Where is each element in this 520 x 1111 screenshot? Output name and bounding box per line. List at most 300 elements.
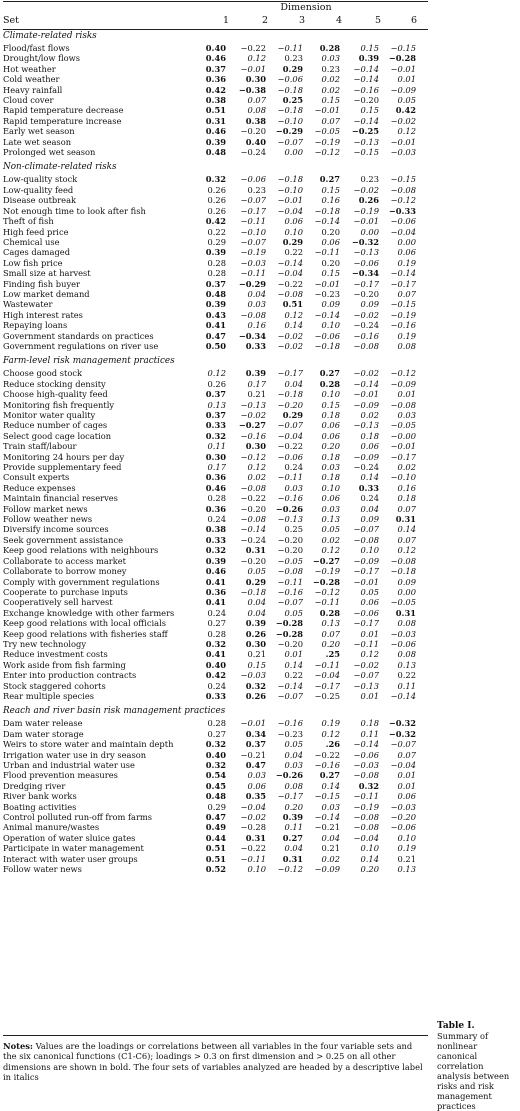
table-row (3, 556, 428, 566)
loading-dim-5: −0.34 (351, 268, 379, 279)
table-row (3, 126, 428, 136)
loading-dim-5: −0.02 (353, 368, 379, 379)
loading-dim-6: 0.08 (397, 340, 416, 351)
loading-dim-3: 0.24 (284, 462, 303, 473)
table-row (3, 660, 428, 670)
loading-dim-4: 0.15 (321, 268, 340, 279)
loading-dim-2: −0.20 (240, 503, 266, 514)
loading-dim-5: −0.08 (353, 534, 379, 545)
loading-dim-6: −0.00 (390, 430, 416, 441)
loading-dim-4: −0.19 (314, 566, 340, 577)
row-label: Seek government assistance (3, 534, 124, 545)
table-row (3, 566, 428, 576)
table-row (3, 368, 428, 378)
row-label: Cold weather (3, 74, 60, 85)
table-row (3, 770, 428, 780)
loading-dim-5: −0.14 (353, 378, 379, 389)
section-heading: Farm-level risk management practices (3, 356, 175, 367)
row-label: Animal manure/wastes (3, 822, 100, 833)
loading-dim-5: −0.13 (353, 136, 379, 147)
loading-dim-1: 0.36 (205, 472, 226, 483)
loading-dim-2: 0.21 (247, 649, 266, 660)
loading-dim-3: −0.11 (277, 43, 303, 53)
loading-dim-2: −0.21 (240, 749, 266, 760)
loading-dim-1: 0.30 (205, 451, 226, 462)
loading-dim-2: −0.17 (240, 205, 266, 216)
loading-dim-1: 0.47 (205, 812, 226, 823)
row-label: Flood/fast flows (3, 43, 70, 53)
loading-dim-2: −0.07 (240, 195, 266, 206)
loading-dim-1: 0.36 (205, 503, 226, 514)
loading-dim-6: −0.09 (390, 84, 416, 95)
row-label: Maintain financial reserves (3, 493, 118, 504)
loading-dim-1: 0.33 (205, 690, 226, 701)
set-column-header: Set (3, 15, 19, 26)
loading-dim-1: 0.36 (205, 74, 226, 85)
row-label: Train staff/labour (3, 441, 77, 452)
table-row (3, 216, 428, 226)
table-row (3, 341, 428, 351)
loading-dim-1: 0.40 (205, 659, 226, 670)
loading-dim-6: −0.10 (390, 472, 416, 483)
loading-dim-2: −0.08 (240, 482, 266, 493)
loading-dim-2: 0.06 (247, 780, 266, 791)
loading-dim-1: 0.44 (205, 832, 226, 843)
loading-dim-4: 0.21 (321, 843, 340, 854)
loading-dim-5: −0.24 (353, 320, 379, 331)
loading-dim-4: 0.14 (321, 780, 340, 791)
table-row (3, 289, 428, 299)
loading-dim-5: −0.25 (351, 126, 379, 137)
row-label: Try new technology (3, 638, 87, 649)
loading-dim-4: 0.28 (319, 378, 340, 389)
loading-dim-3: 0.25 (284, 524, 303, 535)
loading-dim-3: −0.18 (277, 389, 303, 400)
loading-dim-2: 0.15 (247, 659, 266, 670)
loading-dim-3: −0.14 (277, 257, 303, 268)
loading-dim-3: 0.08 (284, 780, 303, 791)
loading-dim-6: −0.09 (390, 378, 416, 389)
loading-dim-4: 0.20 (321, 441, 340, 452)
row-label: Irrigation water use in dry season (3, 749, 147, 760)
loading-dim-3: 0.27 (282, 832, 303, 843)
loading-dim-2: −0.06 (240, 174, 266, 185)
loading-dim-5: −0.01 (353, 216, 379, 227)
loading-dim-5: 0.18 (360, 718, 379, 729)
row-label: Chemical use (3, 236, 60, 247)
loading-dim-6: −0.01 (390, 136, 416, 147)
loading-dim-1: 0.51 (205, 105, 226, 116)
loading-dim-4: −0.04 (314, 670, 340, 681)
loading-dim-5: −0.32 (351, 236, 379, 247)
table-row (3, 195, 428, 205)
loading-dim-5: −0.13 (353, 420, 379, 431)
loading-dim-3: 0.23 (284, 53, 303, 64)
loading-dim-1: 0.28 (207, 268, 226, 279)
loading-dim-2: −0.02 (240, 410, 266, 420)
loading-dim-5: −0.01 (353, 576, 379, 587)
table-row (3, 227, 428, 237)
loading-dim-6: 0.21 (397, 853, 416, 864)
row-label: Enter into production contracts (3, 670, 137, 681)
loading-dim-1: 0.24 (207, 607, 226, 618)
loading-dim-4: 0.19 (321, 718, 340, 729)
loading-dim-5: −0.02 (353, 659, 379, 670)
loading-dim-3: 0.22 (284, 247, 303, 258)
loading-dim-2: −0.10 (240, 226, 266, 237)
loading-dim-5: 0.23 (360, 174, 379, 185)
loading-dim-6: −0.28 (388, 53, 416, 64)
table-row (3, 43, 428, 53)
loading-dim-3: −0.16 (277, 586, 303, 597)
table-row (3, 147, 428, 157)
loading-dim-3: −0.22 (277, 441, 303, 452)
table-row (3, 258, 428, 268)
loading-dim-4: −0.23 (314, 288, 340, 299)
column-header-row (3, 14, 428, 28)
loading-dim-1: 0.32 (205, 638, 226, 649)
loading-dim-4: 0.03 (321, 462, 340, 473)
loading-dim-1: 0.27 (207, 728, 226, 739)
loading-dim-1: 0.29 (207, 236, 226, 247)
loading-dim-2: 0.03 (247, 770, 266, 781)
loading-dim-6: −0.04 (390, 226, 416, 237)
loading-dim-2: −0.04 (240, 801, 266, 812)
table-row (3, 681, 428, 691)
table-row (3, 420, 428, 430)
table-row (3, 95, 428, 105)
loading-dim-3: −0.20 (277, 545, 303, 556)
loading-dim-6: 0.01 (397, 74, 416, 85)
loading-dim-5: 0.33 (358, 482, 379, 493)
loading-dim-2: −0.08 (240, 514, 266, 525)
bottom-rule (3, 1035, 428, 1036)
table-row (3, 441, 428, 451)
loading-dim-3: −0.07 (277, 420, 303, 431)
loading-dim-6: −0.06 (390, 822, 416, 833)
table-row (3, 577, 428, 587)
table-row (3, 53, 428, 63)
loading-dim-2: 0.33 (245, 340, 266, 351)
loading-dim-3: 0.05 (284, 607, 303, 618)
loading-dim-5: −0.11 (353, 791, 379, 802)
row-label: High interest rates (3, 309, 83, 320)
loading-dim-5: −0.14 (353, 115, 379, 126)
loading-dim-6: −0.06 (390, 216, 416, 227)
loading-dim-6: −0.04 (390, 760, 416, 770)
table-row (3, 85, 428, 95)
loading-dim-1: 0.48 (205, 288, 226, 299)
loading-dim-5: 0.26 (358, 195, 379, 206)
table-row (3, 431, 428, 441)
loading-dim-4: 0.07 (321, 115, 340, 126)
loading-dim-4: 0.02 (321, 84, 340, 95)
loading-dim-5: −0.08 (353, 822, 379, 833)
loading-dim-3: 0.14 (284, 320, 303, 331)
loading-dim-2: 0.12 (247, 53, 266, 64)
table-row (3, 64, 428, 74)
loading-dim-1: 0.37 (205, 389, 226, 400)
loading-dim-2: −0.20 (240, 126, 266, 137)
loading-dim-6: −0.32 (388, 728, 416, 739)
loading-dim-1: 0.41 (205, 597, 226, 608)
loading-dim-4: 0.28 (319, 607, 340, 618)
loading-dim-2: 0.38 (245, 115, 266, 126)
table-row (3, 760, 428, 770)
dim-3-header: 3 (298, 15, 306, 26)
loading-dim-5: 0.10 (360, 545, 379, 556)
section-heading: Climate-related risks (3, 31, 97, 41)
loading-dim-2: −0.16 (240, 430, 266, 441)
loading-dim-1: 0.28 (207, 628, 226, 639)
table-caption (437, 1021, 519, 1111)
loading-dim-3: 0.39 (282, 812, 303, 823)
loading-dim-5: 0.06 (360, 597, 379, 608)
loading-dim-4: −0.01 (314, 278, 340, 289)
loading-dim-2: −0.01 (240, 63, 266, 74)
row-label: Cloud cover (3, 95, 54, 106)
loading-dim-6: 0.16 (397, 482, 416, 493)
row-label: Heavy rainfall (3, 84, 63, 95)
loading-dim-5: −0.08 (353, 340, 379, 351)
loading-dim-3: −0.16 (277, 493, 303, 504)
loading-dim-2: 0.31 (245, 832, 266, 843)
loading-dim-4: 0.18 (321, 451, 340, 462)
loading-dim-5: −0.09 (353, 399, 379, 410)
row-label: Keep good relations with local officials (3, 618, 166, 629)
loading-dim-2: −0.12 (240, 451, 266, 462)
loading-dim-1: 0.52 (205, 864, 226, 875)
loading-dim-6: −0.19 (390, 309, 416, 320)
loading-dim-4: −0.11 (314, 659, 340, 670)
loading-dim-6: −0.05 (390, 420, 416, 431)
loading-dim-4: 0.27 (319, 174, 340, 185)
loading-dim-2: −0.28 (240, 822, 266, 833)
loading-dim-5: −0.03 (353, 760, 379, 770)
table-row (3, 649, 428, 659)
loading-dim-3: −0.04 (277, 205, 303, 216)
loading-dim-5: −0.17 (353, 618, 379, 629)
table-row (3, 618, 428, 628)
loading-dim-4: 0.18 (321, 410, 340, 420)
row-label: Choose good stock (3, 368, 82, 379)
loading-dim-4: 0.15 (321, 95, 340, 106)
loading-dim-5: −0.15 (353, 147, 379, 158)
loading-dim-4: 0.12 (321, 545, 340, 556)
row-label: Disease outbreak (3, 195, 77, 206)
loading-dim-2: 0.04 (247, 597, 266, 608)
row-label: Dam water storage (3, 728, 84, 739)
row-label: Diversify income sources (3, 524, 109, 535)
loading-dim-1: 0.22 (207, 226, 226, 237)
loading-dim-2: 0.34 (245, 728, 266, 739)
dim-2-header: 2 (261, 15, 269, 26)
loading-dim-3: 0.11 (284, 822, 303, 833)
loading-dim-6: 0.08 (397, 649, 416, 660)
loading-dim-3: 0.29 (282, 410, 303, 420)
caption-text: Summary of nonlinear canonical correlation analysis between risks and risk management practices (437, 1031, 510, 1111)
loading-dim-1: 0.27 (207, 618, 226, 629)
loading-dim-6: 0.07 (397, 288, 416, 299)
loading-dim-6: 0.31 (395, 607, 416, 618)
loading-dim-2: −0.24 (240, 534, 266, 545)
loading-dim-4: −0.06 (314, 330, 340, 341)
loading-dim-6: 0.05 (397, 95, 416, 106)
loading-dim-3: 0.14 (284, 659, 303, 670)
row-label: Choose high-quality feed (3, 389, 108, 400)
loading-dim-5: −0.19 (353, 801, 379, 812)
loading-dim-6: −0.12 (390, 195, 416, 206)
loading-dim-3: −0.22 (277, 278, 303, 289)
loading-dim-1: 0.42 (205, 84, 226, 95)
loading-dim-1: 0.41 (205, 576, 226, 587)
loading-dim-2: −0.27 (238, 420, 266, 431)
loading-dim-2: −0.29 (238, 278, 266, 289)
loading-dim-4: 0.27 (319, 368, 340, 379)
row-label: Interact with water user groups (3, 853, 138, 864)
row-label: Low fish price (3, 257, 63, 268)
row-label: Flood prevention measures (3, 770, 118, 781)
loading-dim-5: 0.10 (360, 843, 379, 854)
loading-dim-6: 0.19 (397, 257, 416, 268)
loading-dim-6: 0.00 (397, 586, 416, 597)
dimension-header: Dimension (280, 2, 332, 13)
loading-dim-1: 0.39 (205, 136, 226, 147)
loading-dim-5: −0.07 (353, 524, 379, 535)
row-label: Monitoring 24 hours per day (3, 451, 125, 462)
table-row (3, 729, 428, 739)
section-heading: Reach and river basin risk management practices (3, 706, 226, 717)
table-row (3, 174, 428, 184)
loading-dim-3: −0.16 (277, 718, 303, 729)
loading-dim-3: −0.23 (277, 728, 303, 739)
loading-dim-2: −0.07 (240, 236, 266, 247)
loading-dim-4: −0.14 (314, 812, 340, 823)
loading-dim-4: −0.11 (314, 597, 340, 608)
loading-dim-3: −0.11 (277, 472, 303, 483)
loading-dim-3: −0.14 (277, 680, 303, 691)
loading-dim-4: 0.02 (321, 74, 340, 85)
row-label: Follow weather news (3, 514, 93, 525)
loading-dim-1: 0.42 (205, 216, 226, 227)
loading-dim-3: 0.29 (282, 236, 303, 247)
loading-dim-6: −0.17 (390, 451, 416, 462)
table-row (3, 379, 428, 389)
dim-4-header: 4 (335, 15, 343, 26)
row-label: Work aside from fish farming (3, 659, 126, 670)
loading-dim-3: −0.04 (277, 430, 303, 441)
loading-dim-1: 0.46 (205, 53, 226, 64)
row-label: Low-quality stock (3, 174, 78, 185)
loading-dim-4: −0.22 (314, 749, 340, 760)
caption-title: Table I. (437, 1021, 475, 1031)
table-row (3, 389, 428, 399)
table-row (3, 514, 428, 524)
loading-dim-3: −0.07 (277, 136, 303, 147)
loading-dim-2: −0.13 (240, 399, 266, 410)
loading-dim-3: 0.03 (284, 482, 303, 493)
table-row (3, 739, 428, 749)
loading-dim-6: −0.17 (390, 278, 416, 289)
table-row (3, 833, 428, 843)
loading-dim-6: −0.33 (388, 205, 416, 216)
loading-dim-3: −0.29 (275, 126, 303, 137)
loading-dim-1: 0.40 (205, 749, 226, 760)
loading-dim-1: 0.39 (205, 299, 226, 310)
row-label: Provide supplementary feed (3, 462, 122, 473)
loading-dim-3: 0.06 (284, 216, 303, 227)
loading-dim-5: 0.02 (360, 410, 379, 420)
loading-dim-6: −0.06 (390, 638, 416, 649)
table-row (3, 781, 428, 791)
loading-dim-4: −0.11 (314, 247, 340, 258)
loading-dim-1: 0.32 (205, 430, 226, 441)
loading-dim-1: 0.48 (205, 147, 226, 158)
loading-dim-6: 0.01 (397, 770, 416, 781)
loading-dim-1: 0.39 (205, 555, 226, 566)
loading-dim-3: 0.03 (284, 760, 303, 770)
loading-dim-2: 0.26 (245, 690, 266, 701)
notes-text: Values are the loadings or correlations between all variables in the four variable sets and the six canonical functions (C1-C6); loadings > 0.3 on first dimension and > 0.25 on all other dimensions are shown in bold. The four sets of variables analyzed are headed by a descriptive label in italics (3, 1041, 423, 1083)
loading-dim-2: 0.23 (247, 184, 266, 195)
loading-dim-3: −0.01 (277, 195, 303, 206)
loading-dim-4: 0.02 (321, 853, 340, 864)
loading-dim-6: 0.19 (397, 330, 416, 341)
loading-dim-4: 0.16 (321, 195, 340, 206)
loading-dim-1: 0.33 (205, 420, 226, 431)
loading-dim-1: 0.49 (205, 822, 226, 833)
table-row (3, 137, 428, 147)
loading-dim-1: 0.17 (207, 462, 226, 473)
loading-dim-6: −0.07 (390, 739, 416, 750)
loading-dim-5: 0.14 (360, 472, 379, 483)
loading-dim-1: 0.41 (205, 649, 226, 660)
dim-5-header: 5 (374, 15, 382, 26)
row-label: Low market demand (3, 288, 90, 299)
table-row (3, 822, 428, 832)
row-label: Small size at harvest (3, 268, 91, 279)
loading-dim-2: 0.04 (247, 288, 266, 299)
table-row (3, 493, 428, 503)
table-row (3, 247, 428, 257)
loading-dim-4: .25 (325, 649, 340, 660)
table-row (3, 105, 428, 115)
loading-dim-2: 0.26 (245, 628, 266, 639)
row-label: Government standards on practices (3, 330, 154, 341)
loading-dim-4: 0.06 (321, 420, 340, 431)
loading-dim-1: 0.28 (207, 718, 226, 729)
row-label: Government regulations on river use (3, 340, 159, 351)
loading-dim-3: 0.12 (284, 309, 303, 320)
loading-dim-3: 0.10 (284, 226, 303, 237)
loading-dim-3: −0.26 (275, 503, 303, 514)
loading-dim-3: −0.04 (277, 268, 303, 279)
loading-dim-5: −0.13 (353, 247, 379, 258)
loading-dim-2: −0.11 (240, 853, 266, 864)
loading-dim-4: −0.12 (314, 147, 340, 158)
loading-dim-4: 0.20 (321, 226, 340, 237)
table-row (3, 864, 428, 874)
loading-dim-5: 0.05 (360, 586, 379, 597)
loading-dim-2: 0.35 (245, 791, 266, 802)
row-label: Dam water release (3, 718, 83, 729)
loading-dim-5: 0.39 (358, 53, 379, 64)
loading-dim-2: 0.47 (245, 760, 266, 770)
loading-dim-6: −0.08 (390, 184, 416, 195)
loading-dim-3: −0.26 (275, 770, 303, 781)
loading-dim-6: 0.19 (397, 843, 416, 854)
table-row (3, 185, 428, 195)
